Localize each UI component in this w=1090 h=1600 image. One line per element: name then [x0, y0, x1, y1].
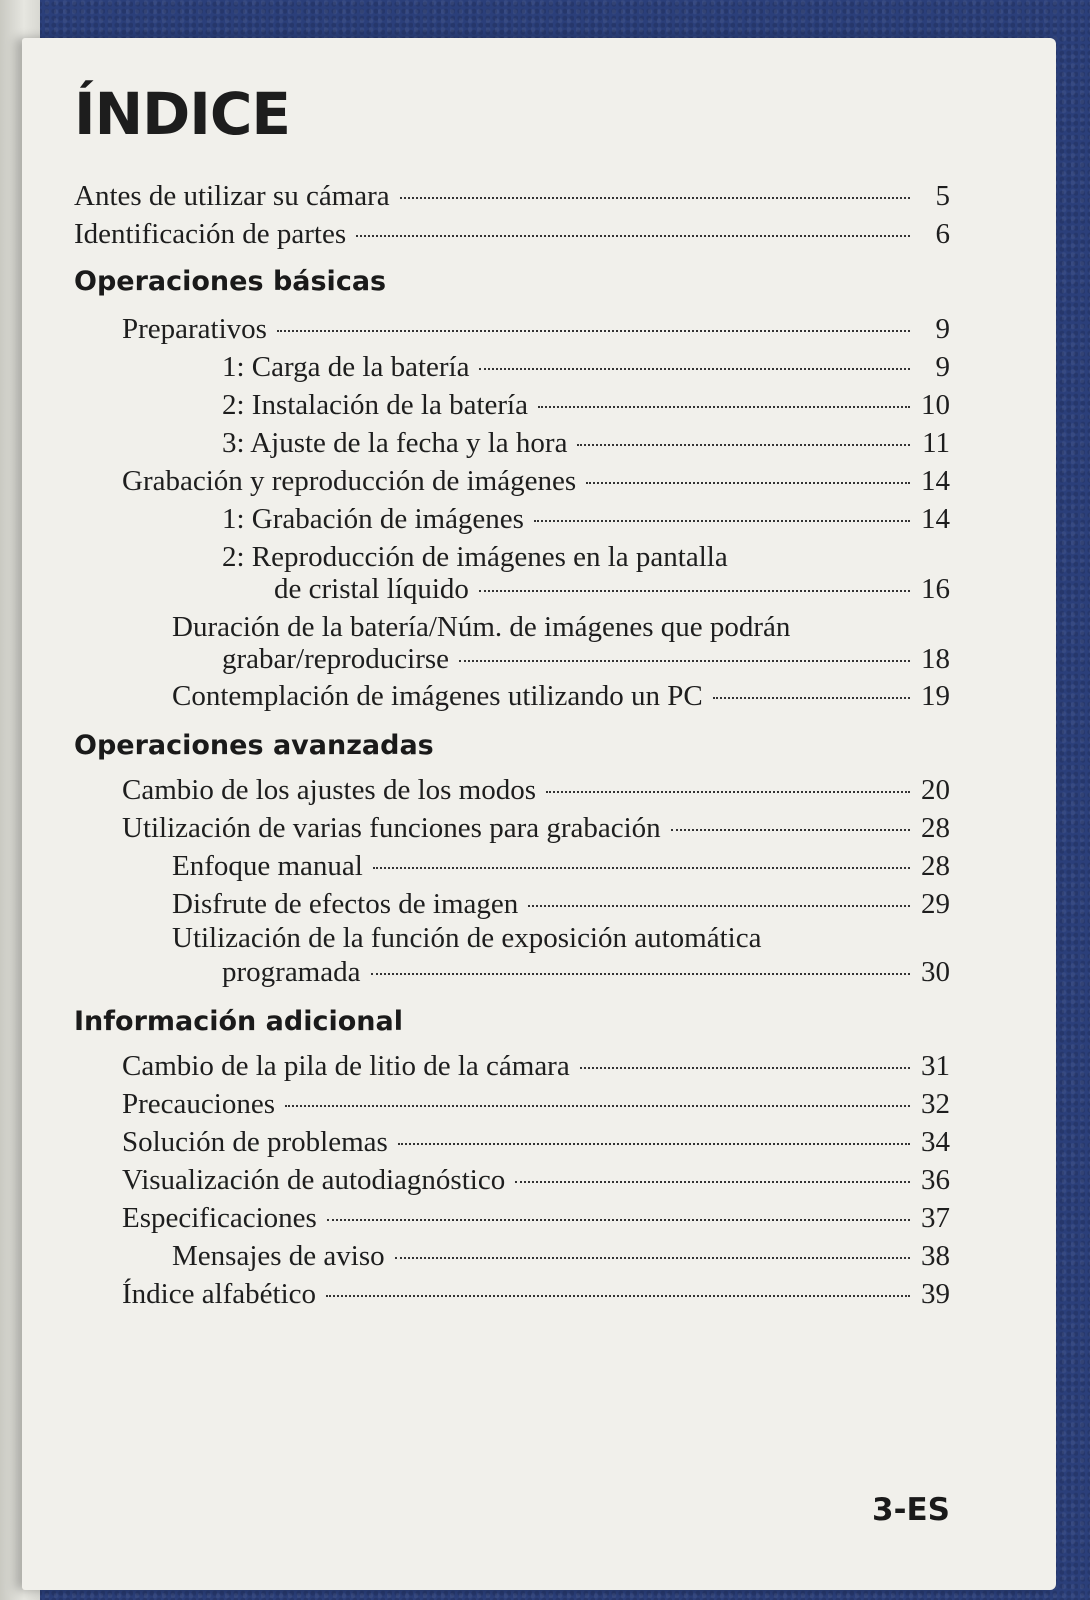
dot-leader [534, 520, 910, 522]
page-title: ÍNDICE [74, 80, 291, 148]
section-heading-advanced: Operaciones avanzadas [74, 730, 434, 761]
toc-entry-page: 30 [921, 956, 950, 988]
toc-entry[interactable] [122, 774, 950, 807]
dot-leader [395, 1257, 910, 1259]
toc-entry-page: 9 [935, 313, 950, 345]
toc-entry-label: Identificación de partes [74, 218, 347, 250]
page-number: 3-ES [872, 1492, 950, 1528]
toc-entry-label: Grabación y reproducción de imágenes [122, 465, 577, 497]
toc-entry[interactable] [74, 218, 950, 251]
toc-entry-page: 9 [935, 351, 950, 383]
toc-entry-page: 6 [935, 218, 950, 250]
toc-entry-label: Visualización de autodiagnóstico [122, 1164, 506, 1196]
toc-entry-page: 32 [921, 1088, 950, 1120]
dot-leader [479, 590, 910, 592]
dot-leader [515, 1181, 910, 1183]
toc-entry[interactable] [172, 888, 950, 921]
toc-entry-label-line1: Utilización de la función de exposición automática [172, 922, 762, 954]
dot-leader [586, 482, 910, 484]
toc-entry-label: 1: Carga de la batería [222, 351, 470, 383]
toc-entry-label: Contemplación de imágenes utilizando un PC [172, 680, 703, 712]
toc-entry-label: Enfoque manual [172, 850, 363, 882]
toc-entry-label: Especificaciones [122, 1202, 317, 1234]
dot-leader [577, 444, 910, 446]
toc-entry-page: 11 [922, 427, 950, 459]
toc-entry-page: 19 [921, 680, 950, 712]
toc-entry[interactable] [172, 850, 950, 883]
toc-entry-label-line1: Duración de la batería/Núm. de imágenes que podrán [172, 611, 791, 643]
toc-entry-label-line1: 2: Reproducción de imágenes en la pantalla [222, 541, 728, 573]
toc-entry-label: 2: Instalación de la batería [222, 389, 528, 421]
toc-entry[interactable] [122, 465, 950, 498]
toc-entry-label: 3: Ajuste de la fecha y la hora [222, 427, 568, 459]
toc-entry-label: Mensajes de aviso [172, 1240, 385, 1272]
toc-entry[interactable] [274, 573, 950, 606]
toc-entry-label: Preparativos [122, 313, 267, 345]
dot-leader [546, 791, 910, 793]
toc-entry[interactable] [122, 1126, 950, 1159]
toc-entry-page: 10 [921, 389, 950, 421]
toc-entry[interactable] [122, 313, 950, 346]
toc-entry[interactable] [222, 956, 950, 989]
dot-leader [400, 197, 910, 199]
dot-leader [479, 368, 910, 370]
toc-entry-label: Precauciones [122, 1088, 275, 1120]
dot-leader [285, 1105, 910, 1107]
toc-entry[interactable] [222, 351, 950, 384]
dot-leader [356, 235, 910, 237]
section-heading-additional: Información adicional [74, 1006, 403, 1037]
dot-leader [580, 1067, 910, 1069]
toc-entry[interactable] [122, 812, 950, 845]
toc-entry-label: Disfrute de efectos de imagen [172, 888, 519, 920]
toc-entry-page: 14 [921, 503, 950, 535]
toc-entry-page: 29 [921, 888, 950, 920]
dot-leader [459, 660, 910, 662]
toc-entry-page: 18 [921, 643, 950, 675]
dot-leader [326, 1295, 910, 1297]
toc-entry[interactable] [122, 1278, 950, 1311]
toc-entry[interactable] [122, 1164, 950, 1197]
toc-entry[interactable] [122, 1202, 950, 1235]
toc-entry-label: grabar/reproducirse [222, 643, 450, 675]
toc-entry-page: 39 [921, 1278, 950, 1310]
toc-entry[interactable] [222, 389, 950, 422]
toc-entry[interactable] [222, 427, 950, 460]
dot-leader [398, 1143, 910, 1145]
dot-leader [538, 406, 910, 408]
toc-entry[interactable] [222, 643, 950, 676]
toc-entry-label: de cristal líquido [274, 573, 469, 605]
toc-entry-page: 28 [921, 812, 950, 844]
document-page [22, 38, 1056, 1590]
dot-leader [277, 330, 910, 332]
toc-entry-page: 28 [921, 850, 950, 882]
toc-entry[interactable] [172, 1240, 950, 1273]
dot-leader [671, 829, 910, 831]
dot-leader [327, 1219, 910, 1221]
toc-entry[interactable] [172, 680, 950, 713]
toc-entry-label: Antes de utilizar su cámara [74, 180, 390, 212]
toc-entry[interactable] [122, 1050, 950, 1083]
dot-leader [371, 973, 911, 975]
toc-entry-label: programada [222, 956, 361, 988]
toc-entry-page: 16 [921, 573, 950, 605]
toc-entry-page: 5 [935, 180, 950, 212]
toc-entry-page: 14 [921, 465, 950, 497]
toc-entry[interactable] [74, 180, 950, 213]
dot-leader [528, 905, 910, 907]
toc-entry-page: 37 [921, 1202, 950, 1234]
toc-entry-label: Índice alfabético [122, 1278, 317, 1310]
toc-entry-label: Utilización de varias funciones para grabación [122, 812, 661, 844]
toc-entry-page: 31 [921, 1050, 950, 1082]
toc-entry-page: 36 [921, 1164, 950, 1196]
toc-entry-label: Solución de problemas [122, 1126, 388, 1158]
toc-entry-label: 1: Grabación de imágenes [222, 503, 524, 535]
toc-entry-label: Cambio de los ajustes de los modos [122, 774, 537, 806]
toc-entry[interactable] [222, 503, 950, 536]
toc-entry-label: Cambio de la pila de litio de la cámara [122, 1050, 570, 1082]
toc-entry-page: 20 [921, 774, 950, 806]
section-heading-basic: Operaciones básicas [74, 266, 387, 297]
dot-leader [373, 867, 910, 869]
toc-entry[interactable] [122, 1088, 950, 1121]
toc-entry-page: 38 [921, 1240, 950, 1272]
toc-entry-page: 34 [921, 1126, 950, 1158]
dot-leader [713, 697, 910, 699]
